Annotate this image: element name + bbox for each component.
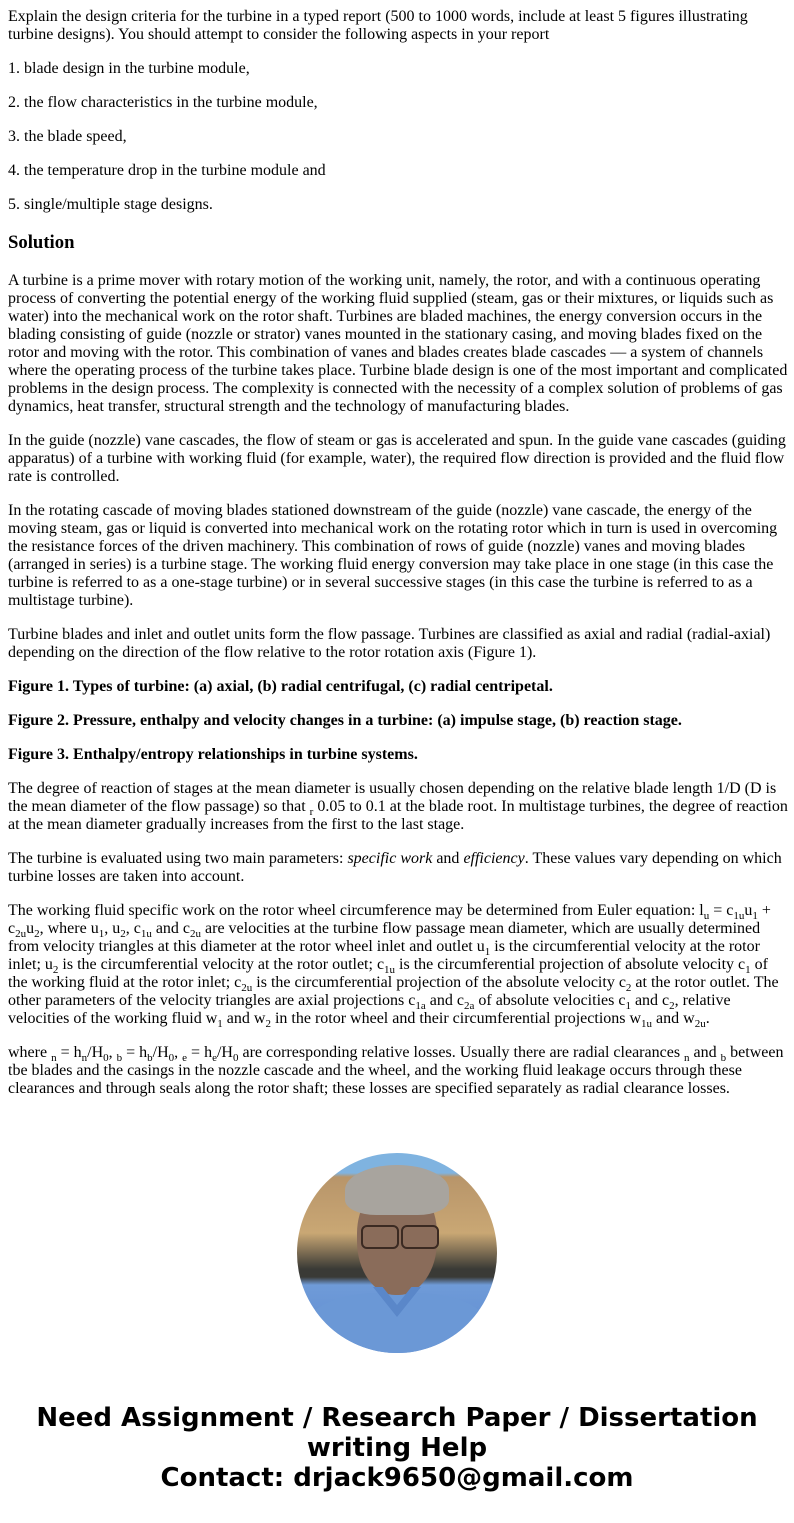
promo-text [0, 1403, 794, 1493]
glasses-icon [401, 1225, 439, 1249]
text-run: is the circumferential projection of the absolute velocity c [252, 974, 626, 991]
subscript: 2 [265, 1018, 271, 1030]
subscript: 0 [168, 1052, 175, 1064]
solution-paragraph [8, 850, 788, 886]
subscript: 1a [415, 1000, 426, 1012]
text-run: , u [104, 920, 121, 937]
text-run: in the rotor wheel and their circumferential projections w [270, 1010, 642, 1027]
promo-contact: Contact: drjack9650@gmail.com [160, 1463, 634, 1493]
text-run: and c [630, 992, 670, 1009]
promo-line-1: Need Assignment / Research Paper / Dissertation [36, 1403, 758, 1433]
subscript: 1 [752, 910, 758, 922]
subscript: 2u [694, 1018, 706, 1030]
subscript: 2 [669, 1000, 675, 1012]
text-run: + c [8, 902, 771, 937]
subscript: 1u [641, 1018, 653, 1030]
text-run: is the circumferential projection of absolute velocity c [395, 956, 746, 973]
emphasis: efficiency [463, 850, 525, 867]
subscript: b [116, 1052, 123, 1064]
text-run: at the rotor outlet. The other parameters of the velocity triangles are axial projections c [8, 974, 779, 1009]
emphasis: specific work [347, 850, 433, 867]
avatar-shirt [307, 1293, 487, 1353]
subscript: n [51, 1052, 57, 1064]
solution-paragraph: Turbine blades and inlet and outlet units form the flow passage. Turbines are classified as axial and radial (radial-axial) depending on the direction of the flow relative to the rotor rotation axis (Figure 1). [8, 626, 771, 661]
text-run: , [174, 1044, 183, 1061]
subscript: 2a [463, 1000, 475, 1012]
text-run: and [689, 1044, 721, 1061]
text-run: = h [187, 1044, 213, 1061]
subscript: 1 [484, 946, 491, 958]
subscript: 1u [733, 910, 745, 922]
text-run: = c [709, 902, 734, 919]
subscript: 2 [120, 928, 126, 940]
text-run: is the circumferential velocity at the rotor outlet; c [58, 956, 385, 973]
text-run: /H [87, 1044, 104, 1061]
text-run: The turbine is evaluated using two main parameters: [8, 850, 348, 867]
text-run: u [26, 920, 35, 937]
figure-caption: Figure 2. Pressure, enthalpy and velocity changes in a turbine: (a) impulse stage, (b) reaction stage. [8, 712, 682, 729]
glasses-icon [361, 1225, 399, 1249]
question-intro: Explain the design criteria for the turbine in a typed report (500 to 1000 words, include at least 5 figures illustrating turbine designs). You should attempt to consider the following aspects in your report [8, 8, 748, 43]
subscript: 2 [625, 982, 632, 994]
subscript: 1u [140, 928, 152, 940]
subscript: 0 [103, 1052, 109, 1064]
subscript: r [309, 806, 314, 818]
text-run: is the circumferential velocity at the rotor inlet; u [8, 938, 760, 973]
solution-paragraph: A turbine is a prime mover with rotary motion of the working unit, namely, the rotor, and with a continuous operating process of converting the potential energy of the working fluid supplied (steam, gas or their mixtures, or liquids such as water) into the mechanical work on the rotor shaft. Turbines are bladed machines, the energy conversion occurs in the blading consisting of guide (nozzle or strator) vanes mounted in the stationary casing, and moving blades fixed on the rotor and moving with the rotor. This combination of vanes and blades creates blade cascades — a system of channels where the operating process of the turbine takes place. Turbine blade design is one of the most important and complicated problems in the design process. The complexity is connected with the necessity of a complex solution of problems of gas dynamics, heat transfer, structural strength and the technology of manufacturing blades. [8, 272, 788, 415]
aspect-item: 5. single/multiple stage designs. [8, 196, 213, 213]
solution-paragraph: In the guide (nozzle) vane cascades, the flow of steam or gas is accelerated and spun. In the guide vane cascades (guiding apparatus) of a turbine with working fluid (for example, water), the required flow direction is provided and the fluid flow rate is controlled. [8, 432, 786, 485]
subscript: b [147, 1052, 153, 1064]
subscript: 1 [217, 1018, 223, 1030]
subscript: n [81, 1052, 88, 1064]
text-run: between tbe blades and the casings in the nozzle cascade and the wheel, and the working fluid leakage occurs through these clearances and through seals along the rotor shaft; these losses are specified separately as radial clearance losses. [8, 1044, 784, 1097]
promo-line-2: writing Help [306, 1433, 488, 1463]
aspect-item: 4. the temperature drop in the turbine module and [8, 162, 326, 179]
subscript: 2 [34, 928, 40, 940]
aspect-item: 1. blade design in the turbine module, [8, 60, 250, 77]
text-run: /H [152, 1044, 169, 1061]
aspect-item: 3. the blade speed, [8, 128, 127, 145]
text-run: u [744, 902, 753, 919]
subscript: 1u [384, 964, 396, 976]
subscript: 0 [232, 1052, 239, 1064]
figure-caption: Figure 3. Enthalpy/entropy relationships in turbine systems. [8, 746, 418, 763]
text-run: , relative velocities of the working fluid w [8, 992, 731, 1027]
subscript: 2u [190, 928, 202, 940]
document-content [8, 0, 788, 1123]
subscript: 1 [625, 1000, 631, 1012]
subscript: n [684, 1052, 690, 1064]
text-run: are velocities at the turbine flow passage mean diameter, which are usually determined from velocity triangles at this diameter at the rotor wheel inlet and outlet u [8, 920, 761, 955]
text-run: , where u [39, 920, 99, 937]
text-run: . These values vary depending on which turbine losses are taken into account. [8, 850, 782, 885]
author-avatar [297, 1153, 497, 1353]
subscript: 1 [98, 928, 105, 940]
figure-caption: Figure 1. Types of turbine: (a) axial, (b) radial centrifugal, (c) radial centripetal. [8, 678, 553, 695]
aspect-item: 2. the flow characteristics in the turbine module, [8, 94, 318, 111]
text-run: = h [56, 1044, 82, 1061]
text-run: where [8, 1044, 52, 1061]
text-run: and w [222, 1010, 266, 1027]
text-run: are corresponding relative losses. Usually there are radial clearances [238, 1044, 685, 1061]
losses-paragraph [8, 1044, 788, 1098]
text-run: and w [652, 1010, 695, 1027]
text-run: The degree of reaction of stages at the mean diameter is usually chosen depending on the relative blade length 1/D (D is the mean diameter of the flow passage) so that [8, 780, 777, 815]
subscript: u [703, 910, 710, 922]
subscript: 2u [241, 982, 253, 994]
solution-paragraph: In the rotating cascade of moving blades stationed downstream of the guide (nozzle) vane cascade, the energy of the moving steam, gas or liquid is converted into mechanical work on the rotating rotor which in turn is used in overcoming the resistance forces of the driven machinery. This combination of rows of guide (nozzle) vanes and moving blades (arranged in series) is a turbine stage. The working fluid energy conversion may take place in one stage (in this case the turbine is referred to as a one-stage turbine) or in several successive stages (in this case the turbine is referred to as a multistage turbine). [8, 502, 778, 609]
subscript: b [720, 1052, 727, 1064]
text-run: and c [425, 992, 464, 1009]
solution-paragraph [8, 780, 788, 834]
subscript: e [212, 1052, 217, 1064]
text-run: of absolute velocities c [474, 992, 626, 1009]
text-run: and [432, 850, 464, 867]
text-run: of the working fluid at the rotor inlet; c [8, 956, 768, 991]
text-run: /H [216, 1044, 233, 1061]
subscript: 2 [52, 964, 59, 976]
text-run: , [108, 1044, 117, 1061]
text-run: 0.05 to 0.1 at the blade root. In multistage turbines, the degree of reaction at the mean diameter gradually increases from the first to the last stage. [8, 798, 788, 833]
text-run: The working fluid specific work on the rotor wheel circumference may be determined from Euler equation: l [8, 902, 704, 919]
text-run: = h [122, 1044, 148, 1061]
solution-heading: Solution [8, 232, 75, 253]
text-run: . [705, 1010, 710, 1027]
promo-section [0, 1123, 794, 1523]
subscript: 1 [745, 964, 751, 976]
text-run: , c [125, 920, 141, 937]
subscript: 2u [15, 928, 27, 940]
text-run: and c [151, 920, 191, 937]
euler-equation-paragraph [8, 902, 788, 1028]
avatar-hair [345, 1165, 449, 1215]
subscript: e [182, 1052, 188, 1064]
